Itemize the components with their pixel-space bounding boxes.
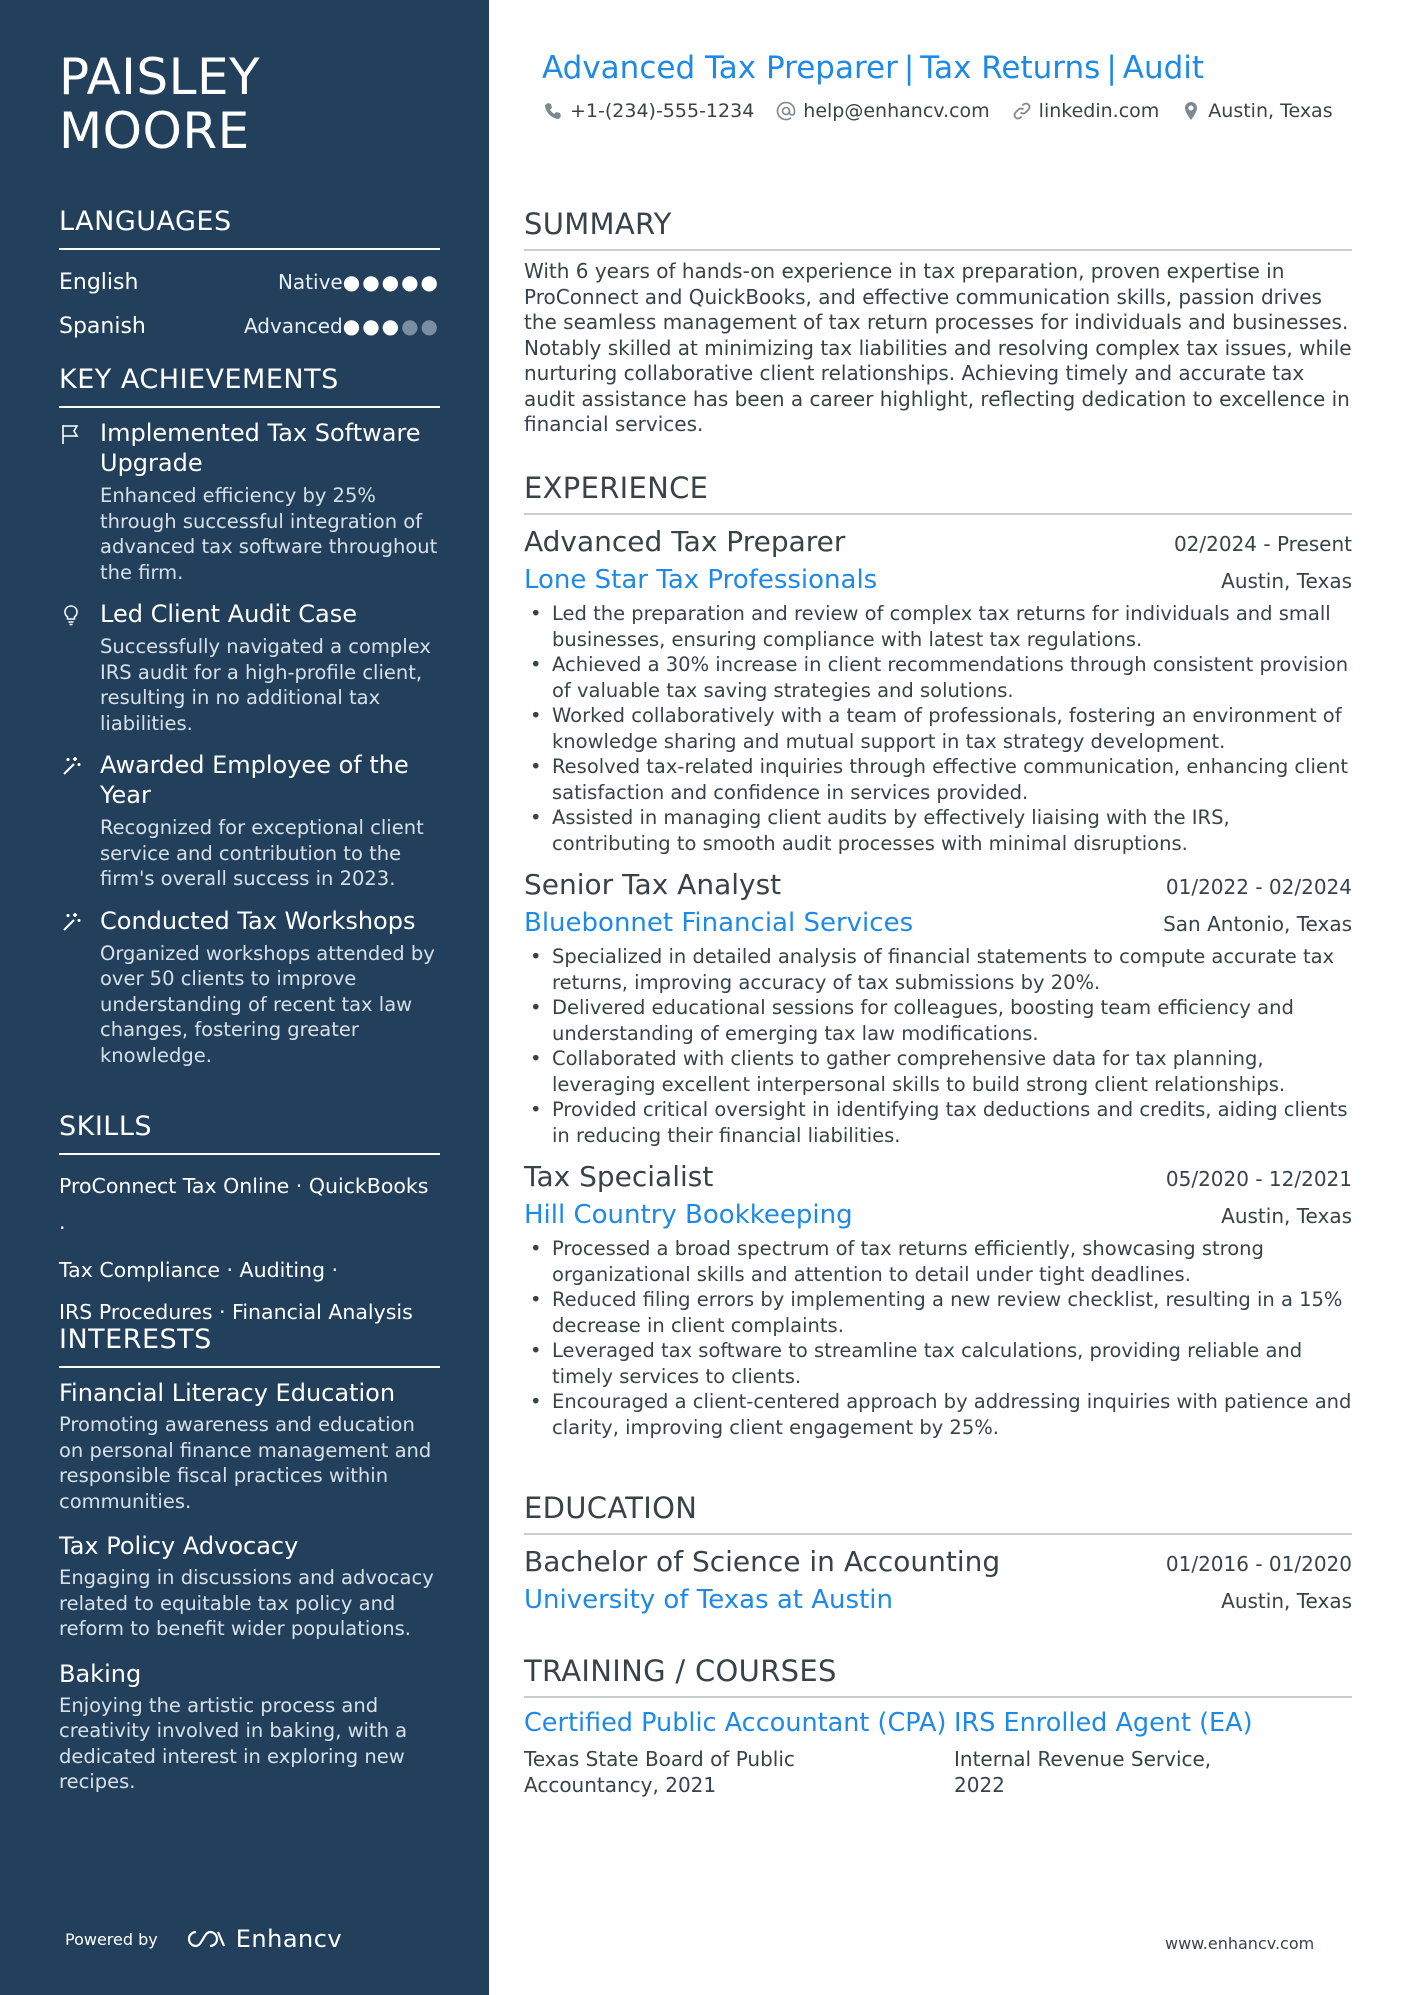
- job-bullet: • Specialized in detailed analysis of financial statements to compute accurate tax returns, improving accuracy of tax submissions by 20%.: [524, 944, 1352, 995]
- job-bullets: [524, 601, 1352, 856]
- education-date: 01/2016 - 01/2020: [1165, 1552, 1352, 1576]
- interest-item: [59, 1659, 440, 1795]
- headline-part: Audit: [1122, 50, 1205, 86]
- powered-by-label: Powered by: [65, 1929, 158, 1949]
- achievement-item: [59, 599, 440, 736]
- candidate-name: [59, 50, 260, 158]
- job-location: Austin, Texas: [1221, 569, 1352, 593]
- phone-icon: [543, 101, 563, 121]
- interest-description: Enjoying the artistic process and creativity involved in baking, with a dedicated interest in exploring new recipes.: [59, 1693, 408, 1793]
- school: University of Texas at Austin: [524, 1585, 893, 1615]
- skill-line: Tax Compliance · Auditing ·: [59, 1258, 339, 1282]
- contact-location: [1181, 100, 1332, 122]
- interest-title: Baking: [59, 1659, 142, 1688]
- job-entry: [524, 523, 1352, 856]
- contact-phone[interactable]: [543, 100, 754, 122]
- at-icon: [776, 101, 796, 121]
- language-level: Native: [277, 270, 343, 294]
- headline-separator: |: [1106, 50, 1117, 86]
- job-title: Advanced Tax Preparer: [524, 525, 846, 558]
- job-bullet: • Collaborated with clients to gather comprehensive data for tax planning, leveraging excellent interpersonal skills to build strong client relationships.: [524, 1046, 1352, 1097]
- language-name: English: [59, 269, 139, 295]
- language-level: Advanced: [243, 314, 343, 338]
- headline-part: Tax Returns: [920, 50, 1101, 86]
- achievement-description: Successfully navigated a complex IRS audit for a high-profile client, resulting in no additional tax liabilities.: [100, 635, 431, 735]
- training-item-title: Certified Public Accountant (CPA): [524, 1708, 947, 1738]
- job-company: Lone Star Tax Professionals: [524, 565, 878, 595]
- interest-title: Financial Literacy Education: [59, 1379, 396, 1407]
- summary-text: With 6 years of hands-on experience in tax preparation, proven expertise in ProConnect and QuickBooks, and effective communication skills, passion drives the seamless management of tax return processes for individuals and businesses. Notably skilled at minimizing tax liabilities and resolving complex tax issues, while nurturing collaborative client relationships. Achieving timely and accurate tax audit assistance has been a career highlight, reflecting dedication to excellence in financial services.: [524, 259, 1352, 436]
- proficiency-dot-filled: ●: [401, 270, 421, 294]
- training-item-title: IRS Enrolled Agent (EA): [954, 1708, 1253, 1738]
- website-link[interactable]: www.enhancv.com: [1165, 1934, 1315, 1953]
- languages-section: [59, 205, 440, 348]
- job-bullet: • Resolved tax-related inquiries through effective communication, enhancing client satisfaction and confidence in services provided.: [524, 754, 1352, 805]
- contact-email[interactable]: [776, 100, 989, 122]
- experience-section: [524, 470, 1352, 1450]
- achievement-item: [59, 906, 440, 1069]
- name-first: PAISLEY: [59, 48, 261, 106]
- job-title: Senior Tax Analyst: [524, 868, 782, 901]
- job-company: Hill Country Bookkeeping: [524, 1200, 853, 1230]
- achievement-title: Implemented Tax Software Upgrade: [100, 419, 421, 477]
- phone-text: +1-(234)-555-1234: [570, 100, 755, 122]
- enhancv-logo-icon: [184, 1928, 228, 1950]
- key-achievements-section: [59, 363, 440, 1082]
- job-bullet: • Provided critical oversight in identifying tax deductions and credits, aiding clients in reducing their financial liabilities.: [524, 1097, 1352, 1148]
- achievement-title: Led Client Audit Case: [100, 600, 357, 628]
- interest-item: [59, 1531, 440, 1642]
- email-text: help@enhancv.com: [803, 100, 990, 122]
- skills-section: [59, 1110, 440, 1333]
- powered-by: [65, 1925, 342, 1953]
- job-bullet: • Led the preparation and review of complex tax returns for individuals and small businesses, ensuring compliance with latest tax regulations.: [524, 601, 1352, 652]
- job-bullet: • Worked collaboratively with a team of professionals, fostering an environment of knowledge sharing and mutual support in tax strategy development.: [524, 703, 1352, 754]
- education-location: Austin, Texas: [1221, 1589, 1352, 1613]
- job-bullet: • Encouraged a client-centered approach by addressing inquiries with patience and clarity, improving client engagement by 25%.: [524, 1389, 1352, 1440]
- job-company: Bluebonnet Financial Services: [524, 908, 914, 938]
- skill-line: IRS Procedures · Financial Analysis: [59, 1300, 413, 1324]
- experience-title: EXPERIENCE: [524, 470, 1352, 515]
- training-item: [954, 1706, 1352, 1798]
- language-row: [59, 260, 440, 304]
- job-location: San Antonio, Texas: [1163, 912, 1352, 936]
- training-item-description: Internal Revenue Service, 2022: [954, 1747, 1212, 1797]
- job-location: Austin, Texas: [1221, 1204, 1352, 1228]
- job-bullet: • Reduced filing errors by implementing a new review checklist, resulting in a 15% decrease in client complaints.: [524, 1287, 1352, 1338]
- job-bullet: • Assisted in managing client audits by effectively liaising with the IRS, contributing to smooth audit processes with minimal disruptions.: [524, 805, 1352, 856]
- interest-title: Tax Policy Advocacy: [59, 1532, 299, 1560]
- headline-separator: |: [903, 50, 915, 86]
- language-name: Spanish: [59, 313, 146, 339]
- interest-description: Engaging in discussions and advocacy related to equitable tax policy and reform to benefit wider populations.: [59, 1566, 434, 1640]
- headline: [542, 49, 1204, 87]
- proficiency-dot-filled: ●: [362, 314, 382, 338]
- language-proficiency-dots: [343, 270, 440, 294]
- training-item-description: Texas State Board of Public Accountancy, 2021: [524, 1747, 795, 1797]
- summary-title: SUMMARY: [524, 206, 1352, 251]
- proficiency-dot-filled: ●: [362, 270, 382, 294]
- languages-title: LANGUAGES: [59, 205, 440, 250]
- training-section: [524, 1653, 1352, 1798]
- interest-description: Promoting awareness and education on personal finance management and responsible fiscal practices within communities.: [59, 1413, 432, 1513]
- summary-section: [524, 206, 1352, 438]
- contact-linkedin[interactable]: [1012, 100, 1160, 122]
- interests-section: [59, 1323, 440, 1812]
- training-title: TRAINING / COURSES: [524, 1653, 1352, 1698]
- education-section: [524, 1490, 1352, 1617]
- language-proficiency-dots: [343, 314, 440, 338]
- job-entry: [524, 1158, 1352, 1440]
- job-date: 02/2024 - Present: [1173, 532, 1352, 556]
- proficiency-dot-filled: ●: [381, 270, 402, 294]
- headline-part: Advanced Tax Preparer: [542, 50, 898, 86]
- sidebar: [0, 0, 489, 1995]
- achievement-description: Enhanced efficiency by 25% through successful integration of advanced tax software throughout the firm.: [100, 484, 438, 584]
- contact-bar: [543, 100, 1355, 122]
- lightbulb-icon: [59, 604, 83, 628]
- job-bullets: [524, 1236, 1352, 1440]
- achievement-title: Awarded Employee of the Year: [100, 751, 409, 809]
- job-date: 01/2022 - 02/2024: [1165, 875, 1352, 899]
- proficiency-dot-empty: ●: [401, 314, 421, 338]
- magic-wand-icon: [59, 755, 83, 779]
- proficiency-dot-empty: ●: [420, 314, 440, 338]
- job-title: Tax Specialist: [524, 1160, 714, 1193]
- job-bullet: • Processed a broad spectrum of tax returns efficiently, showcasing strong organizational skills and attention to detail under tight deadlines.: [524, 1236, 1352, 1287]
- job-bullets: [524, 944, 1352, 1148]
- achievement-title: Conducted Tax Workshops: [100, 906, 416, 935]
- education-title: EDUCATION: [524, 1490, 1352, 1535]
- location-pin-icon: [1181, 101, 1201, 121]
- job-bullet: • Leveraged tax software to streamline tax calculations, providing reliable and timely services to clients.: [524, 1338, 1352, 1389]
- magic-wand-icon: [59, 911, 83, 935]
- achievements-title: KEY ACHIEVEMENTS: [59, 363, 440, 408]
- achievement-item: [59, 750, 440, 892]
- enhancv-brand: Enhancv: [235, 1925, 343, 1953]
- location-text: Austin, Texas: [1208, 100, 1333, 122]
- flag-icon: [59, 423, 83, 447]
- name-last: MOORE: [59, 102, 250, 160]
- proficiency-dot-filled: ●: [381, 314, 402, 338]
- degree: Bachelor of Science in Accounting: [524, 1545, 1001, 1578]
- interest-item: [59, 1378, 440, 1514]
- enhancv-logo[interactable]: [184, 1925, 342, 1953]
- link-icon: [1012, 101, 1032, 121]
- linkedin-text: linkedin.com: [1038, 100, 1160, 122]
- proficiency-dot-filled: ●: [420, 270, 440, 294]
- skills-title: SKILLS: [59, 1110, 440, 1155]
- job-date: 05/2020 - 12/2021: [1165, 1167, 1352, 1191]
- training-item: [524, 1706, 954, 1798]
- proficiency-dot-filled: ●: [342, 270, 363, 294]
- job-bullet: • Delivered educational sessions for colleagues, boosting team efficiency and understanding of emerging tax law modifications.: [524, 995, 1352, 1046]
- job-bullet: • Achieved a 30% increase in client recommendations through consistent provision of valuable tax saving strategies and solutions.: [524, 652, 1352, 703]
- interests-title: INTERESTS: [59, 1323, 440, 1368]
- proficiency-dot-filled: ●: [342, 314, 363, 338]
- achievement-description: Recognized for exceptional client service and contribution to the firm's overall success in 2023.: [100, 816, 424, 890]
- language-row: [59, 304, 440, 348]
- achievement-description: Organized workshops attended by over 50 clients to improve understanding of recent tax law changes, fostering greater knowledge.: [100, 941, 435, 1067]
- achievement-item: [59, 418, 440, 585]
- job-entry: [524, 866, 1352, 1148]
- skill-line: ProConnect Tax Online · QuickBooks ·: [59, 1174, 429, 1240]
